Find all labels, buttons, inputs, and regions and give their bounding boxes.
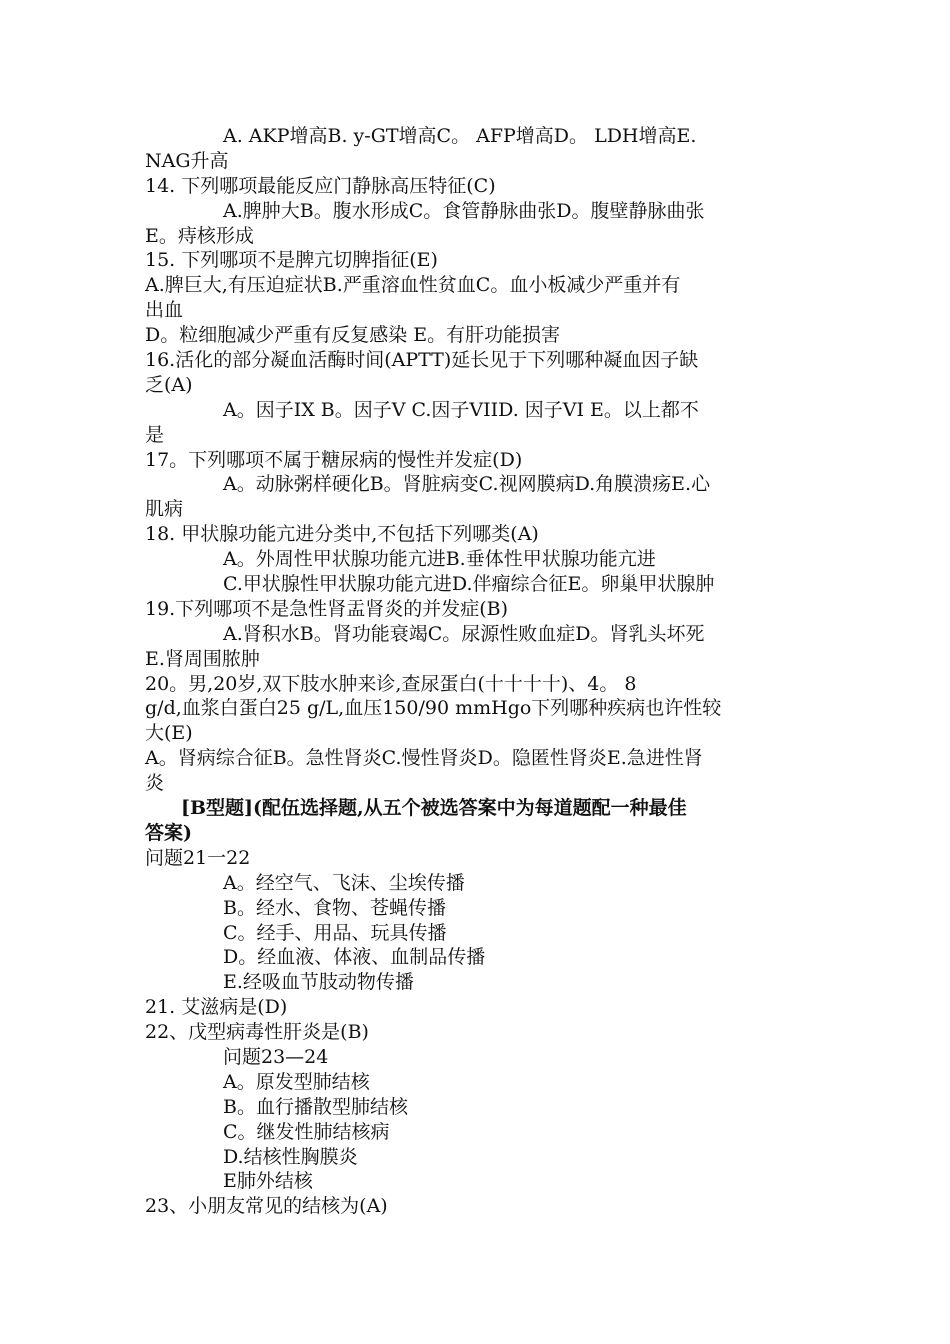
text-line: E肺外结核: [223, 1170, 313, 1193]
text-line: g/d,血浆白蛋白25 g/L,血压150/90 mmHgo下列哪种疾病也许性较: [145, 697, 722, 720]
text-line: E.经吸血节肢动物传播: [223, 971, 414, 994]
text-line: B。血行播散型肺结核: [223, 1095, 408, 1118]
text-line: A。原发型肺结核: [223, 1070, 370, 1093]
text-line: A. AKP增高B. y-GT增高C。 AFP增高D。 LDH增高E.: [223, 125, 697, 147]
text-line: E。痔核形成: [145, 224, 254, 247]
text-line: 16.活化的部分凝血活酶时间(APTT)延长见于下列哪种凝血因子缺: [145, 349, 699, 372]
document-text: [145, 124, 810, 1219]
text-line: C.甲状腺性甲状腺功能亢进D.伴瘤综合征E。卵巢甲状腺肿: [223, 573, 715, 596]
text-line: 22、戊型病毒性肝炎是(B): [145, 1021, 369, 1044]
text-line: 是: [145, 423, 165, 446]
text-line: C。继发性肺结核病: [223, 1120, 390, 1143]
text-line: C。经手、用品、玩具传播: [223, 921, 447, 944]
text-line: 问题23—24: [223, 1045, 329, 1068]
text-line: 21. 艾滋病是(D): [145, 996, 288, 1019]
text-line: A.脾肿大B。腹水形成C。食管静脉曲张D。腹壁静脉曲张: [223, 199, 705, 222]
text-line: D.结核性胸膜炎: [223, 1145, 358, 1168]
text-line: 问题21一22: [145, 846, 251, 869]
text-line: [B型题](配伍选择题,从五个被选答案中为每道题配一种最佳: [181, 797, 687, 820]
text-line: 23、小朋友常见的结核为(A): [145, 1195, 388, 1218]
text-line: 大(E): [145, 722, 193, 745]
text-line: D。粒细胞减少严重有反复感染 E。有肝功能损害: [145, 324, 561, 347]
text-line: 20。男,20岁,双下肢水肿来诊,查尿蛋白(十十十十)、4。 8: [145, 672, 637, 695]
text-line: A。因子IX B。因子V C.因子VIID. 因子VI E。以上都不: [223, 398, 699, 421]
text-line: 19.下列哪项不是急性肾盂肾炎的并发症(B): [145, 597, 509, 620]
text-line: NAG升高: [145, 149, 229, 172]
text-line: A。肾病综合征B。急性肾炎C.慢性肾炎D。隐匿性肾炎E.急进性肾: [145, 747, 703, 770]
text-line: 肌病: [145, 498, 184, 521]
text-line: B。经水、食物、苍蝇传播: [223, 896, 446, 919]
text-line: 17。下列哪项不属于糖尿病的慢性并发症(D): [145, 448, 523, 471]
text-line: A。外周性甲状腺功能亢进B.垂体性甲状腺功能亢进: [223, 548, 656, 571]
text-line: 18. 甲状腺功能亢进分类中,不包括下列哪类(A): [145, 523, 539, 546]
text-line: A.肾积水B。肾功能衰竭C。尿源性败血症D。肾乳头坏死: [223, 622, 705, 645]
text-line: A.脾巨大,有压迫症状B.严重溶血性贫血C。血小板减少严重并有: [145, 274, 681, 297]
text-line: 炎: [145, 772, 165, 795]
text-line: E.肾周围脓肿: [145, 647, 260, 670]
text-line: D。经血液、体液、血制品传播: [223, 946, 486, 969]
text-line: 15. 下列哪项不是脾亢切脾指征(E): [145, 249, 438, 272]
text-line: A。经空气、飞沫、尘埃传播: [223, 871, 465, 894]
text-line: A。动脉粥样硬化B。肾脏病变C.视网膜病D.角膜溃疡E.心: [223, 473, 711, 496]
text-line: 14. 下列哪项最能反应门静脉高压特征(C): [145, 174, 496, 197]
text-line: 出血: [145, 299, 184, 322]
text-line: 乏(A): [145, 373, 193, 396]
text-line: 答案): [145, 821, 192, 844]
